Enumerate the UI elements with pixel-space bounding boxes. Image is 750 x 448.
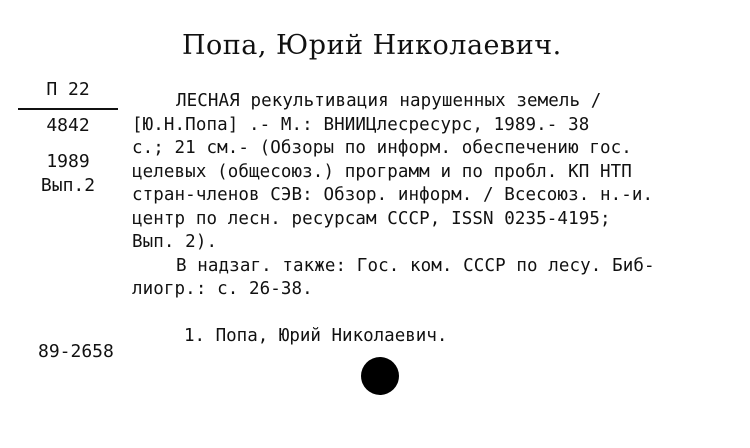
description-line: стран-членов СЭВ: Обзор. информ. / Всесоюз. н.-и. bbox=[132, 185, 654, 205]
handwritten-author-heading: Попа, Юрий Николаевич. bbox=[182, 30, 562, 61]
accession-number: 89-2658 bbox=[38, 341, 114, 362]
class-mark: П 22 bbox=[46, 79, 90, 100]
description-line: [Ю.Н.Попа] .- М.: ВНИИЦлесресурс, 1989.- 38 bbox=[132, 114, 590, 135]
shelf-divider bbox=[18, 108, 118, 110]
card-punch-hole bbox=[361, 357, 399, 395]
note-line: В надзаг. также: Гос. ком. СССР по лесу. Биб- bbox=[176, 255, 655, 276]
shelf-year: 1989 bbox=[46, 151, 90, 172]
shelf-mark bbox=[18, 78, 118, 198]
description-line: целевых (общесоюз.) программ и по пробл. КП НТП bbox=[132, 161, 632, 182]
description-line: Вып. 2). bbox=[132, 232, 218, 252]
tracing-entry: 1. Попа, Юрий Николаевич. bbox=[184, 326, 448, 346]
shelf-number: 4842 bbox=[46, 115, 90, 136]
description-line: с.; 21 см.- (Обзоры по информ. обеспечению гос. bbox=[132, 138, 632, 158]
shelf-issue: Вып.2 bbox=[40, 175, 96, 196]
title-line: ЛЕСНАЯ рекультивация нарушенных земель / bbox=[176, 91, 602, 111]
bibliographic-description bbox=[132, 90, 722, 302]
description-line: центр по лесн. ресурсам СССР, ISSN 0235-4195; bbox=[132, 208, 611, 229]
note-line: лиогр.: с. 26-38. bbox=[132, 279, 313, 299]
